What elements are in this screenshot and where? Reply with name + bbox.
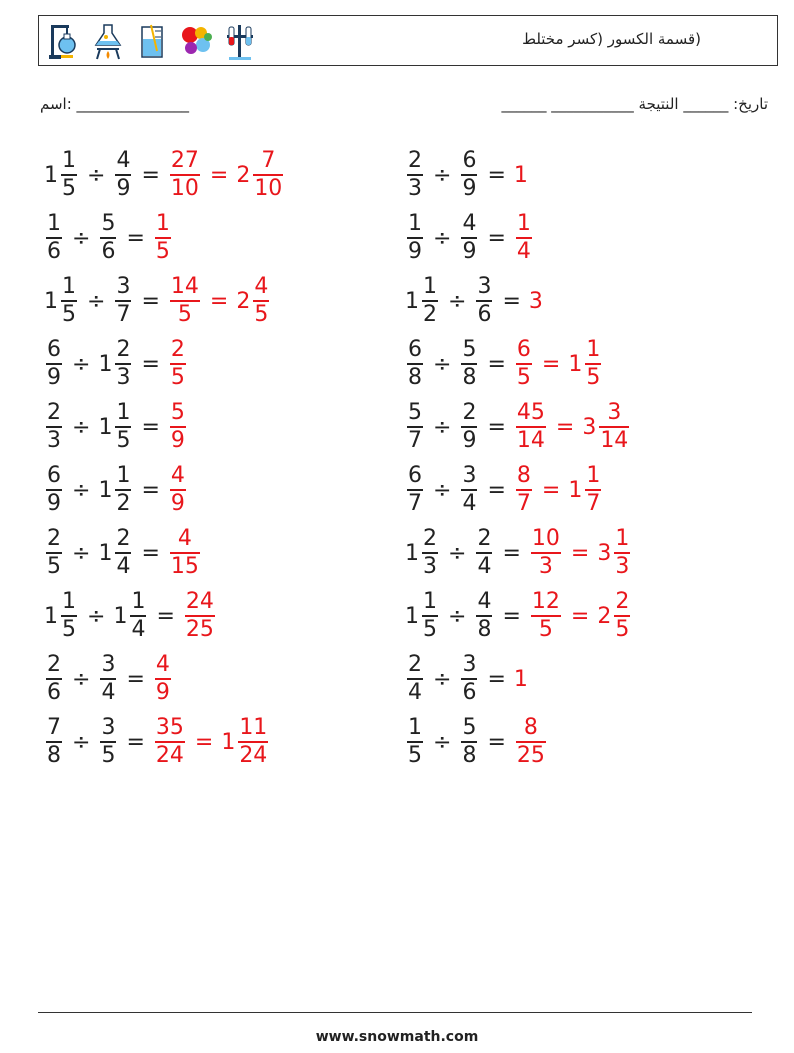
numerator: 2 bbox=[462, 400, 477, 426]
denominator: 9 bbox=[408, 238, 422, 264]
fraction bbox=[115, 339, 131, 389]
fraction bbox=[461, 213, 477, 263]
fraction bbox=[476, 591, 492, 641]
divide-sign: ÷ bbox=[72, 666, 91, 692]
numerator: 3 bbox=[101, 715, 116, 741]
numerator: 2 bbox=[615, 589, 630, 615]
numerator: 6 bbox=[47, 463, 61, 489]
equals-sign: = bbox=[555, 414, 575, 440]
denominator: 24 bbox=[239, 742, 268, 768]
denominator: 9 bbox=[170, 427, 185, 453]
numerator: 7 bbox=[47, 715, 61, 741]
fraction bbox=[461, 465, 477, 515]
numerator: 1 bbox=[62, 589, 76, 615]
fraction bbox=[170, 150, 200, 200]
equals-sign: = bbox=[141, 288, 160, 314]
fraction bbox=[516, 402, 546, 452]
equals-sign: = bbox=[541, 477, 561, 503]
equals-sign: = bbox=[126, 666, 145, 692]
numerator: 5 bbox=[462, 337, 477, 363]
footer-divider bbox=[38, 1012, 752, 1013]
equals-sign: = bbox=[156, 603, 175, 629]
fraction bbox=[516, 213, 532, 263]
equals-sign: = bbox=[502, 288, 521, 314]
denominator: 9 bbox=[170, 490, 185, 516]
answer-whole: 3 bbox=[528, 288, 543, 314]
fraction bbox=[155, 717, 185, 767]
divide-sign: ÷ bbox=[433, 666, 452, 692]
numerator: 27 bbox=[170, 148, 199, 174]
denominator: 6 bbox=[477, 301, 492, 327]
divide-sign: ÷ bbox=[72, 351, 91, 377]
numerator: 6 bbox=[408, 463, 422, 489]
fraction bbox=[46, 654, 62, 704]
fraction bbox=[531, 591, 561, 641]
numerator: 1 bbox=[116, 463, 131, 489]
problem-item bbox=[405, 392, 631, 462]
numerator: 1 bbox=[116, 400, 131, 426]
divide-sign: ÷ bbox=[72, 477, 91, 503]
fraction bbox=[170, 276, 200, 326]
page-title: (قسمة الكسور (كسر مختلط bbox=[522, 30, 701, 48]
whole-number: 1 bbox=[98, 351, 113, 377]
fraction bbox=[253, 150, 283, 200]
numerator: 4 bbox=[477, 589, 492, 615]
numerator: 5 bbox=[101, 211, 116, 237]
whole-number: 1 bbox=[44, 162, 58, 188]
denominator: 25 bbox=[185, 616, 214, 642]
fraction bbox=[516, 717, 546, 767]
whole-number: 1 bbox=[44, 288, 58, 314]
divide-sign: ÷ bbox=[87, 162, 106, 188]
numerator: 3 bbox=[116, 274, 131, 300]
numerator: 5 bbox=[408, 400, 422, 426]
numerator: 10 bbox=[531, 526, 560, 552]
equals-sign: = bbox=[502, 540, 521, 566]
equals-sign: = bbox=[141, 414, 160, 440]
numerator: 4 bbox=[462, 211, 477, 237]
fraction bbox=[599, 402, 629, 452]
problem-item bbox=[44, 266, 271, 336]
numerator: 4 bbox=[177, 526, 192, 552]
whole-number: 2 bbox=[236, 288, 251, 314]
denominator: 4 bbox=[408, 679, 422, 705]
denominator: 5 bbox=[62, 175, 76, 201]
equals-sign: = bbox=[194, 729, 214, 755]
denominator: 7 bbox=[116, 301, 131, 327]
equals-sign: = bbox=[209, 162, 229, 188]
numerator: 2 bbox=[47, 400, 61, 426]
denominator: 7 bbox=[408, 427, 422, 453]
whole-number: 1 bbox=[113, 603, 128, 629]
fraction bbox=[115, 150, 131, 200]
numerator: 2 bbox=[423, 526, 437, 552]
fraction bbox=[461, 402, 477, 452]
denominator: 7 bbox=[408, 490, 422, 516]
denominator: 4 bbox=[131, 616, 146, 642]
fraction bbox=[170, 465, 186, 515]
numerator: 7 bbox=[261, 148, 276, 174]
problem-item bbox=[405, 707, 548, 777]
fraction bbox=[407, 339, 423, 389]
problem-item bbox=[44, 707, 270, 777]
whole-number: 1 bbox=[98, 414, 113, 440]
denominator: 3 bbox=[47, 427, 61, 453]
numerator: 6 bbox=[408, 337, 422, 363]
denominator: 5 bbox=[170, 364, 185, 390]
equals-sign: = bbox=[209, 288, 229, 314]
fraction bbox=[155, 654, 171, 704]
denominator: 10 bbox=[254, 175, 283, 201]
numerator: 2 bbox=[408, 148, 422, 174]
fraction bbox=[407, 717, 423, 767]
numerator: 2 bbox=[170, 337, 185, 363]
fraction bbox=[461, 150, 477, 200]
lab-stand-flask-icon bbox=[47, 21, 81, 61]
fraction bbox=[46, 339, 62, 389]
fraction bbox=[61, 276, 77, 326]
denominator: 5 bbox=[615, 616, 630, 642]
molecule-balls-icon bbox=[179, 21, 213, 61]
name-field: اسم: _______________ bbox=[40, 95, 190, 113]
numerator: 2 bbox=[47, 652, 61, 678]
whole-number: 2 bbox=[236, 162, 251, 188]
equals-sign: = bbox=[502, 603, 521, 629]
numerator: 14 bbox=[170, 274, 199, 300]
divide-sign: ÷ bbox=[433, 729, 452, 755]
fraction bbox=[170, 528, 200, 578]
fraction bbox=[461, 339, 477, 389]
denominator: 5 bbox=[586, 364, 601, 390]
numerator: 3 bbox=[101, 652, 116, 678]
denominator: 8 bbox=[462, 742, 477, 768]
numerator: 4 bbox=[254, 274, 269, 300]
fraction bbox=[614, 528, 630, 578]
fraction bbox=[100, 213, 116, 263]
whole-number: 1 bbox=[568, 351, 583, 377]
fraction bbox=[407, 213, 423, 263]
denominator: 8 bbox=[462, 364, 477, 390]
fraction bbox=[422, 528, 438, 578]
divide-sign: ÷ bbox=[433, 162, 452, 188]
fraction bbox=[253, 276, 269, 326]
denominator: 3 bbox=[423, 553, 437, 579]
numerator: 4 bbox=[155, 652, 170, 678]
denominator: 6 bbox=[101, 238, 116, 264]
whole-number: 1 bbox=[405, 603, 419, 629]
denominator: 5 bbox=[516, 364, 531, 390]
fraction bbox=[46, 402, 62, 452]
divide-sign: ÷ bbox=[433, 351, 452, 377]
answer-whole: 1 bbox=[513, 162, 528, 188]
divide-sign: ÷ bbox=[448, 603, 467, 629]
fraction bbox=[407, 150, 423, 200]
equals-sign: = bbox=[141, 477, 160, 503]
numerator: 6 bbox=[47, 337, 61, 363]
problem-item bbox=[44, 203, 173, 273]
problem-item bbox=[44, 329, 188, 399]
numerator: 6 bbox=[462, 148, 477, 174]
numerator: 2 bbox=[116, 526, 131, 552]
denominator: 15 bbox=[170, 553, 199, 579]
whole-number: 1 bbox=[98, 477, 113, 503]
denominator: 6 bbox=[47, 679, 61, 705]
numerator: 2 bbox=[408, 652, 422, 678]
whole-number: 1 bbox=[98, 540, 113, 566]
fraction bbox=[170, 339, 186, 389]
divide-sign: ÷ bbox=[448, 288, 467, 314]
whole-number: 2 bbox=[597, 603, 612, 629]
denominator: 9 bbox=[462, 175, 477, 201]
denominator: 5 bbox=[254, 301, 269, 327]
fraction bbox=[185, 591, 215, 641]
numerator: 6 bbox=[516, 337, 531, 363]
denominator: 24 bbox=[155, 742, 184, 768]
fraction bbox=[100, 717, 116, 767]
numerator: 5 bbox=[170, 400, 185, 426]
fraction bbox=[585, 339, 601, 389]
numerator: 1 bbox=[131, 589, 146, 615]
numerator: 1 bbox=[62, 148, 76, 174]
divide-sign: ÷ bbox=[87, 603, 106, 629]
denominator: 25 bbox=[516, 742, 545, 768]
problem-item bbox=[405, 644, 528, 714]
fraction bbox=[422, 591, 438, 641]
whole-number: 3 bbox=[582, 414, 597, 440]
denominator: 5 bbox=[177, 301, 192, 327]
denominator: 5 bbox=[62, 616, 76, 642]
equals-sign: = bbox=[126, 225, 145, 251]
denominator: 14 bbox=[516, 427, 545, 453]
fraction bbox=[476, 528, 492, 578]
numerator: 8 bbox=[523, 715, 538, 741]
equals-sign: = bbox=[487, 729, 506, 755]
fraction bbox=[407, 402, 423, 452]
numerator: 1 bbox=[155, 211, 170, 237]
denominator: 8 bbox=[408, 364, 422, 390]
problem-item bbox=[405, 518, 632, 588]
denominator: 4 bbox=[516, 238, 531, 264]
worksheet-header bbox=[38, 15, 778, 66]
divide-sign: ÷ bbox=[433, 225, 452, 251]
denominator: 2 bbox=[116, 490, 131, 516]
equals-sign: = bbox=[487, 477, 506, 503]
equals-sign: = bbox=[570, 540, 590, 566]
equals-sign: = bbox=[126, 729, 145, 755]
denominator: 9 bbox=[47, 364, 61, 390]
equals-sign: = bbox=[487, 225, 506, 251]
equals-sign: = bbox=[141, 351, 160, 377]
fraction bbox=[461, 654, 477, 704]
problem-item bbox=[405, 203, 534, 273]
numerator: 8 bbox=[516, 463, 531, 489]
numerator: 1 bbox=[47, 211, 61, 237]
problem-item bbox=[405, 455, 603, 525]
equals-sign: = bbox=[487, 162, 506, 188]
numerator: 3 bbox=[462, 652, 477, 678]
problem-item bbox=[405, 329, 603, 399]
numerator: 24 bbox=[185, 589, 214, 615]
denominator: 3 bbox=[538, 553, 553, 579]
equals-sign: = bbox=[487, 351, 506, 377]
equals-sign: = bbox=[487, 414, 506, 440]
equals-sign: = bbox=[570, 603, 590, 629]
fraction bbox=[516, 465, 532, 515]
fraction bbox=[46, 465, 62, 515]
problem-item bbox=[44, 392, 188, 462]
numerator: 1 bbox=[408, 715, 422, 741]
denominator: 7 bbox=[586, 490, 601, 516]
divide-sign: ÷ bbox=[72, 225, 91, 251]
denominator: 4 bbox=[116, 553, 131, 579]
fraction bbox=[115, 402, 131, 452]
fraction bbox=[155, 213, 171, 263]
numerator: 2 bbox=[477, 526, 492, 552]
numerator: 4 bbox=[116, 148, 131, 174]
divide-sign: ÷ bbox=[433, 477, 452, 503]
problem-item bbox=[405, 140, 528, 210]
denominator: 6 bbox=[47, 238, 61, 264]
denominator: 9 bbox=[462, 238, 477, 264]
numerator: 2 bbox=[116, 337, 131, 363]
equals-sign: = bbox=[487, 666, 506, 692]
whole-number: 1 bbox=[405, 288, 419, 314]
denominator: 4 bbox=[477, 553, 492, 579]
denominator: 5 bbox=[423, 616, 437, 642]
numerator: 1 bbox=[615, 526, 630, 552]
denominator: 8 bbox=[477, 616, 492, 642]
denominator: 5 bbox=[538, 616, 553, 642]
denominator: 9 bbox=[116, 175, 131, 201]
divide-sign: ÷ bbox=[72, 540, 91, 566]
problem-item bbox=[44, 581, 217, 651]
fraction bbox=[115, 276, 131, 326]
denominator: 10 bbox=[170, 175, 199, 201]
numerator: 1 bbox=[586, 337, 601, 363]
fraction bbox=[614, 591, 630, 641]
bunsen-burner-flask-icon bbox=[91, 21, 125, 61]
numerator: 3 bbox=[462, 463, 477, 489]
measuring-beaker-icon bbox=[135, 21, 169, 61]
date-score-field: تاريخ: ______ النتيجة ___________ ______ bbox=[501, 95, 768, 113]
problem-item bbox=[44, 140, 285, 210]
fraction bbox=[46, 213, 62, 263]
numerator: 45 bbox=[516, 400, 545, 426]
denominator: 5 bbox=[116, 427, 131, 453]
denominator: 4 bbox=[462, 490, 477, 516]
numerator: 1 bbox=[516, 211, 531, 237]
denominator: 3 bbox=[615, 553, 630, 579]
fraction bbox=[100, 654, 116, 704]
numerator: 1 bbox=[423, 589, 437, 615]
numerator: 1 bbox=[408, 211, 422, 237]
footer-url: www.snowmath.com bbox=[315, 1029, 479, 1045]
fraction bbox=[422, 276, 438, 326]
fraction bbox=[61, 150, 77, 200]
fraction bbox=[238, 717, 268, 767]
denominator: 2 bbox=[423, 301, 437, 327]
denominator: 9 bbox=[47, 490, 61, 516]
numerator: 3 bbox=[477, 274, 492, 300]
problem-item bbox=[405, 266, 543, 336]
header-icons bbox=[47, 21, 257, 61]
divide-sign: ÷ bbox=[87, 288, 106, 314]
divide-sign: ÷ bbox=[433, 414, 452, 440]
fraction bbox=[46, 528, 62, 578]
fraction bbox=[115, 528, 131, 578]
fraction bbox=[516, 339, 532, 389]
denominator: 6 bbox=[462, 679, 477, 705]
denominator: 14 bbox=[600, 427, 629, 453]
denominator: 5 bbox=[408, 742, 422, 768]
whole-number: 1 bbox=[568, 477, 583, 503]
problem-item bbox=[44, 644, 173, 714]
divide-sign: ÷ bbox=[72, 729, 91, 755]
fraction bbox=[170, 402, 186, 452]
equals-sign: = bbox=[541, 351, 561, 377]
numerator: 4 bbox=[170, 463, 185, 489]
denominator: 5 bbox=[101, 742, 116, 768]
denominator: 3 bbox=[408, 175, 422, 201]
numerator: 1 bbox=[423, 274, 437, 300]
problem-item bbox=[44, 518, 202, 588]
fraction bbox=[461, 717, 477, 767]
test-tube-rack-icon bbox=[223, 21, 257, 61]
numerator: 12 bbox=[531, 589, 560, 615]
fraction bbox=[46, 717, 62, 767]
fraction bbox=[531, 528, 561, 578]
fraction bbox=[61, 591, 77, 641]
fraction bbox=[130, 591, 146, 641]
denominator: 5 bbox=[62, 301, 76, 327]
equals-sign: = bbox=[141, 162, 160, 188]
fraction bbox=[407, 465, 423, 515]
divide-sign: ÷ bbox=[72, 414, 91, 440]
problem-item bbox=[44, 455, 188, 525]
denominator: 8 bbox=[47, 742, 61, 768]
fraction bbox=[585, 465, 601, 515]
denominator: 9 bbox=[462, 427, 477, 453]
numerator: 2 bbox=[47, 526, 61, 552]
fraction bbox=[407, 654, 423, 704]
numerator: 3 bbox=[607, 400, 622, 426]
denominator: 5 bbox=[47, 553, 61, 579]
numerator: 5 bbox=[462, 715, 477, 741]
whole-number: 1 bbox=[44, 603, 58, 629]
numerator: 1 bbox=[62, 274, 76, 300]
answer-whole: 1 bbox=[513, 666, 528, 692]
whole-number: 1 bbox=[221, 729, 236, 755]
numerator: 11 bbox=[239, 715, 268, 741]
fraction bbox=[476, 276, 492, 326]
numerator: 35 bbox=[155, 715, 184, 741]
denominator: 5 bbox=[155, 238, 170, 264]
denominator: 3 bbox=[116, 364, 131, 390]
denominator: 4 bbox=[101, 679, 116, 705]
whole-number: 3 bbox=[597, 540, 612, 566]
numerator: 1 bbox=[586, 463, 601, 489]
equals-sign: = bbox=[141, 540, 160, 566]
denominator: 7 bbox=[516, 490, 531, 516]
problem-item bbox=[405, 581, 632, 651]
fraction bbox=[115, 465, 131, 515]
denominator: 9 bbox=[155, 679, 170, 705]
whole-number: 1 bbox=[405, 540, 419, 566]
divide-sign: ÷ bbox=[448, 540, 467, 566]
